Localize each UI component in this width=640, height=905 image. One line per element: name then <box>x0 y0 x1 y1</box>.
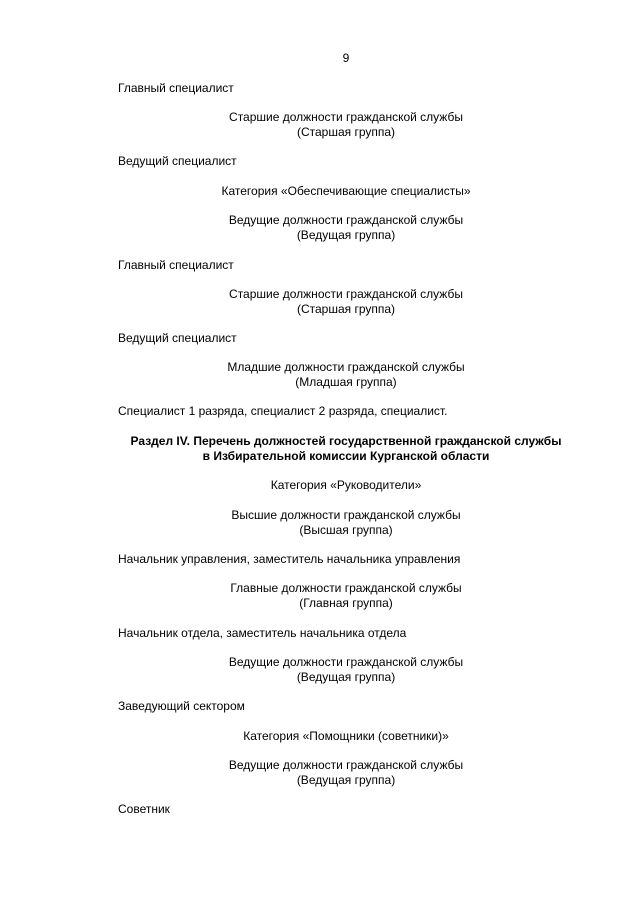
category-heading: Категория «Обеспечивающие специалисты» <box>221 184 471 198</box>
position-title: Ведущий специалист <box>118 331 237 345</box>
group-subheading: (Ведущая группа) <box>296 228 396 242</box>
position-title: Заведующий сектором <box>118 699 245 713</box>
group-subheading: (Высшая группа) <box>299 523 393 537</box>
position-title: Специалист 1 разряда, специалист 2 разряда, специалист. <box>118 404 448 418</box>
group-heading: Высшие должности гражданской службы <box>231 508 461 522</box>
position-title: Советник <box>118 802 170 816</box>
position-title: Начальник отдела, заместитель начальника отдела <box>118 626 407 640</box>
section-heading: в Избирательной комиссии Курганской области <box>202 449 490 463</box>
group-subheading: (Ведущая группа) <box>296 773 396 787</box>
group-heading: Старшие должности гражданской службы <box>229 110 463 124</box>
page-number: 9 <box>342 51 350 65</box>
group-heading: Младшие должности гражданской службы <box>227 360 465 374</box>
category-heading: Категория «Помощники (советники)» <box>243 729 449 743</box>
position-title: Главный специалист <box>118 258 234 272</box>
group-heading: Ведущие должности гражданской службы <box>228 758 464 772</box>
category-heading: Категория «Руководители» <box>270 478 422 492</box>
position-title: Начальник управления, заместитель начальника управления <box>118 552 461 566</box>
group-heading: Главные должности гражданской службы <box>230 581 462 595</box>
group-subheading: (Младшая группа) <box>295 375 397 389</box>
group-subheading: (Главная группа) <box>299 596 393 610</box>
section-heading: Раздел IV. Перечень должностей государственной гражданской службы <box>130 434 562 448</box>
group-subheading: (Старшая группа) <box>296 302 396 316</box>
group-heading: Ведущие должности гражданской службы <box>228 655 464 669</box>
position-title: Ведущий специалист <box>118 154 237 168</box>
group-heading: Ведущие должности гражданской службы <box>228 213 464 227</box>
group-heading: Старшие должности гражданской службы <box>229 287 463 301</box>
group-subheading: (Старшая группа) <box>296 125 396 139</box>
group-subheading: (Ведущая группа) <box>296 670 396 684</box>
position-title: Главный специалист <box>118 81 234 95</box>
